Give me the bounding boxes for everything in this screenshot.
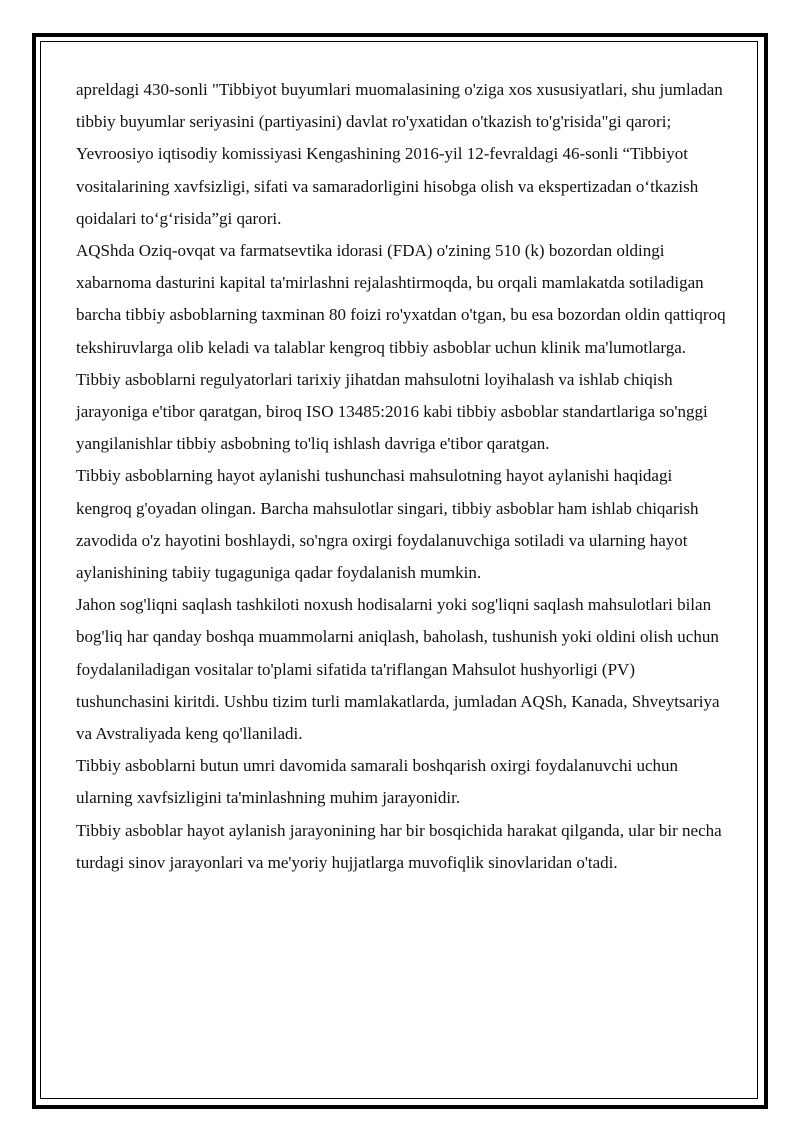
paragraph-5: Jahon sog'liqni saqlash tashkiloti noxush hodisalarni yoki sog'liqni saqlash mahsulotlari bilan bog'liq har qanday boshqa muammolarni aniqlash, baholash, tushunish yoki oldini olish uchun foydalaniladigan vositalar to'plami sifatida ta'riflangan Mahsulot hushyorligi (PV) tushunchasini kiritdi. Ushbu tizim turli mamlakatlarda, jumladan AQSh, Kanada, Shveytsariya va Avstraliyada keng qo'llaniladi. <box>76 595 720 744</box>
document-body <box>76 74 728 879</box>
paragraph-6: Tibbiy asboblarni butun umri davomida samarali boshqarish oxirgi foydalanuvchi uchun ularning xavfsizligini ta'minlashning muhim jarayonidir. <box>76 756 678 808</box>
paragraph-7: Tibbiy asboblar hayot aylanish jarayonining har bir bosqichida harakat qilganda, ular bir necha turdagi sinov jarayonlari va me'yoriy hujjatlarga muvofiqlik sinovlaridan o'tadi. <box>76 820 722 872</box>
paragraph-2: AQShda Oziq-ovqat va farmatsevtika idorasi (FDA) o'zining 510 (k) bozordan oldingi xabarnoma dasturini kapital ta'mirlashni rejalashtirmoqda, bu orqali mamlakatda sotiladigan barcha tibbiy asboblarning taxminan 80 foizi ro'yxatdan o'tgan, bu esa bozordan oldin qattiqroq tekshiruvlarga olib keladi va talablar kengroq tibbiy asboblar uchun klinik ma'lumotlarga. <box>76 241 726 357</box>
paragraph-1: apreldagi 430-sonli "Tibbiyot buyumlari muomalasining o'ziga xos xususiyatlari, shu jumladan tibbiy buyumlar seriyasini (partiyasini) davlat ro'yxatidan o'tkazish to'g'risida"gi qarori; Yevroosiyo iqtisodiy komissiyasi Kengashining 2016-yil 12-fevraldagi 46-sonli “Tibbiyot vositalarining xavfsizligi, sifati va samaradorligini hisobga olish va ekspertizadan o‘tkazish qoidalari to‘g‘risida”gi qarori. <box>76 80 723 228</box>
paragraph-3: Tibbiy asboblarni regulyatorlari tarixiy jihatdan mahsulotni loyihalash va ishlab chiqish jarayoniga e'tibor qaratgan, biroq ISO 13485:2016 kabi tibbiy asboblar standartlariga so'nggi yangilanishlar tibbiy asbobning to'liq ishlash davriga e'tibor qaratgan. <box>76 369 708 454</box>
paragraph-4: Tibbiy asboblarning hayot aylanishi tushunchasi mahsulotning hayot aylanishi haqidagi kengroq g'oyadan olingan. Barcha mahsulotlar singari, tibbiy asboblar ham ishlab chiqarish zavodida o'z hayotini boshlaydi, so'ngra oxirgi foydalanuvchiga sotiladi va ularning hayot aylanishining tabiiy tugaguniga qadar foydalanish mumkin. <box>76 466 699 583</box>
